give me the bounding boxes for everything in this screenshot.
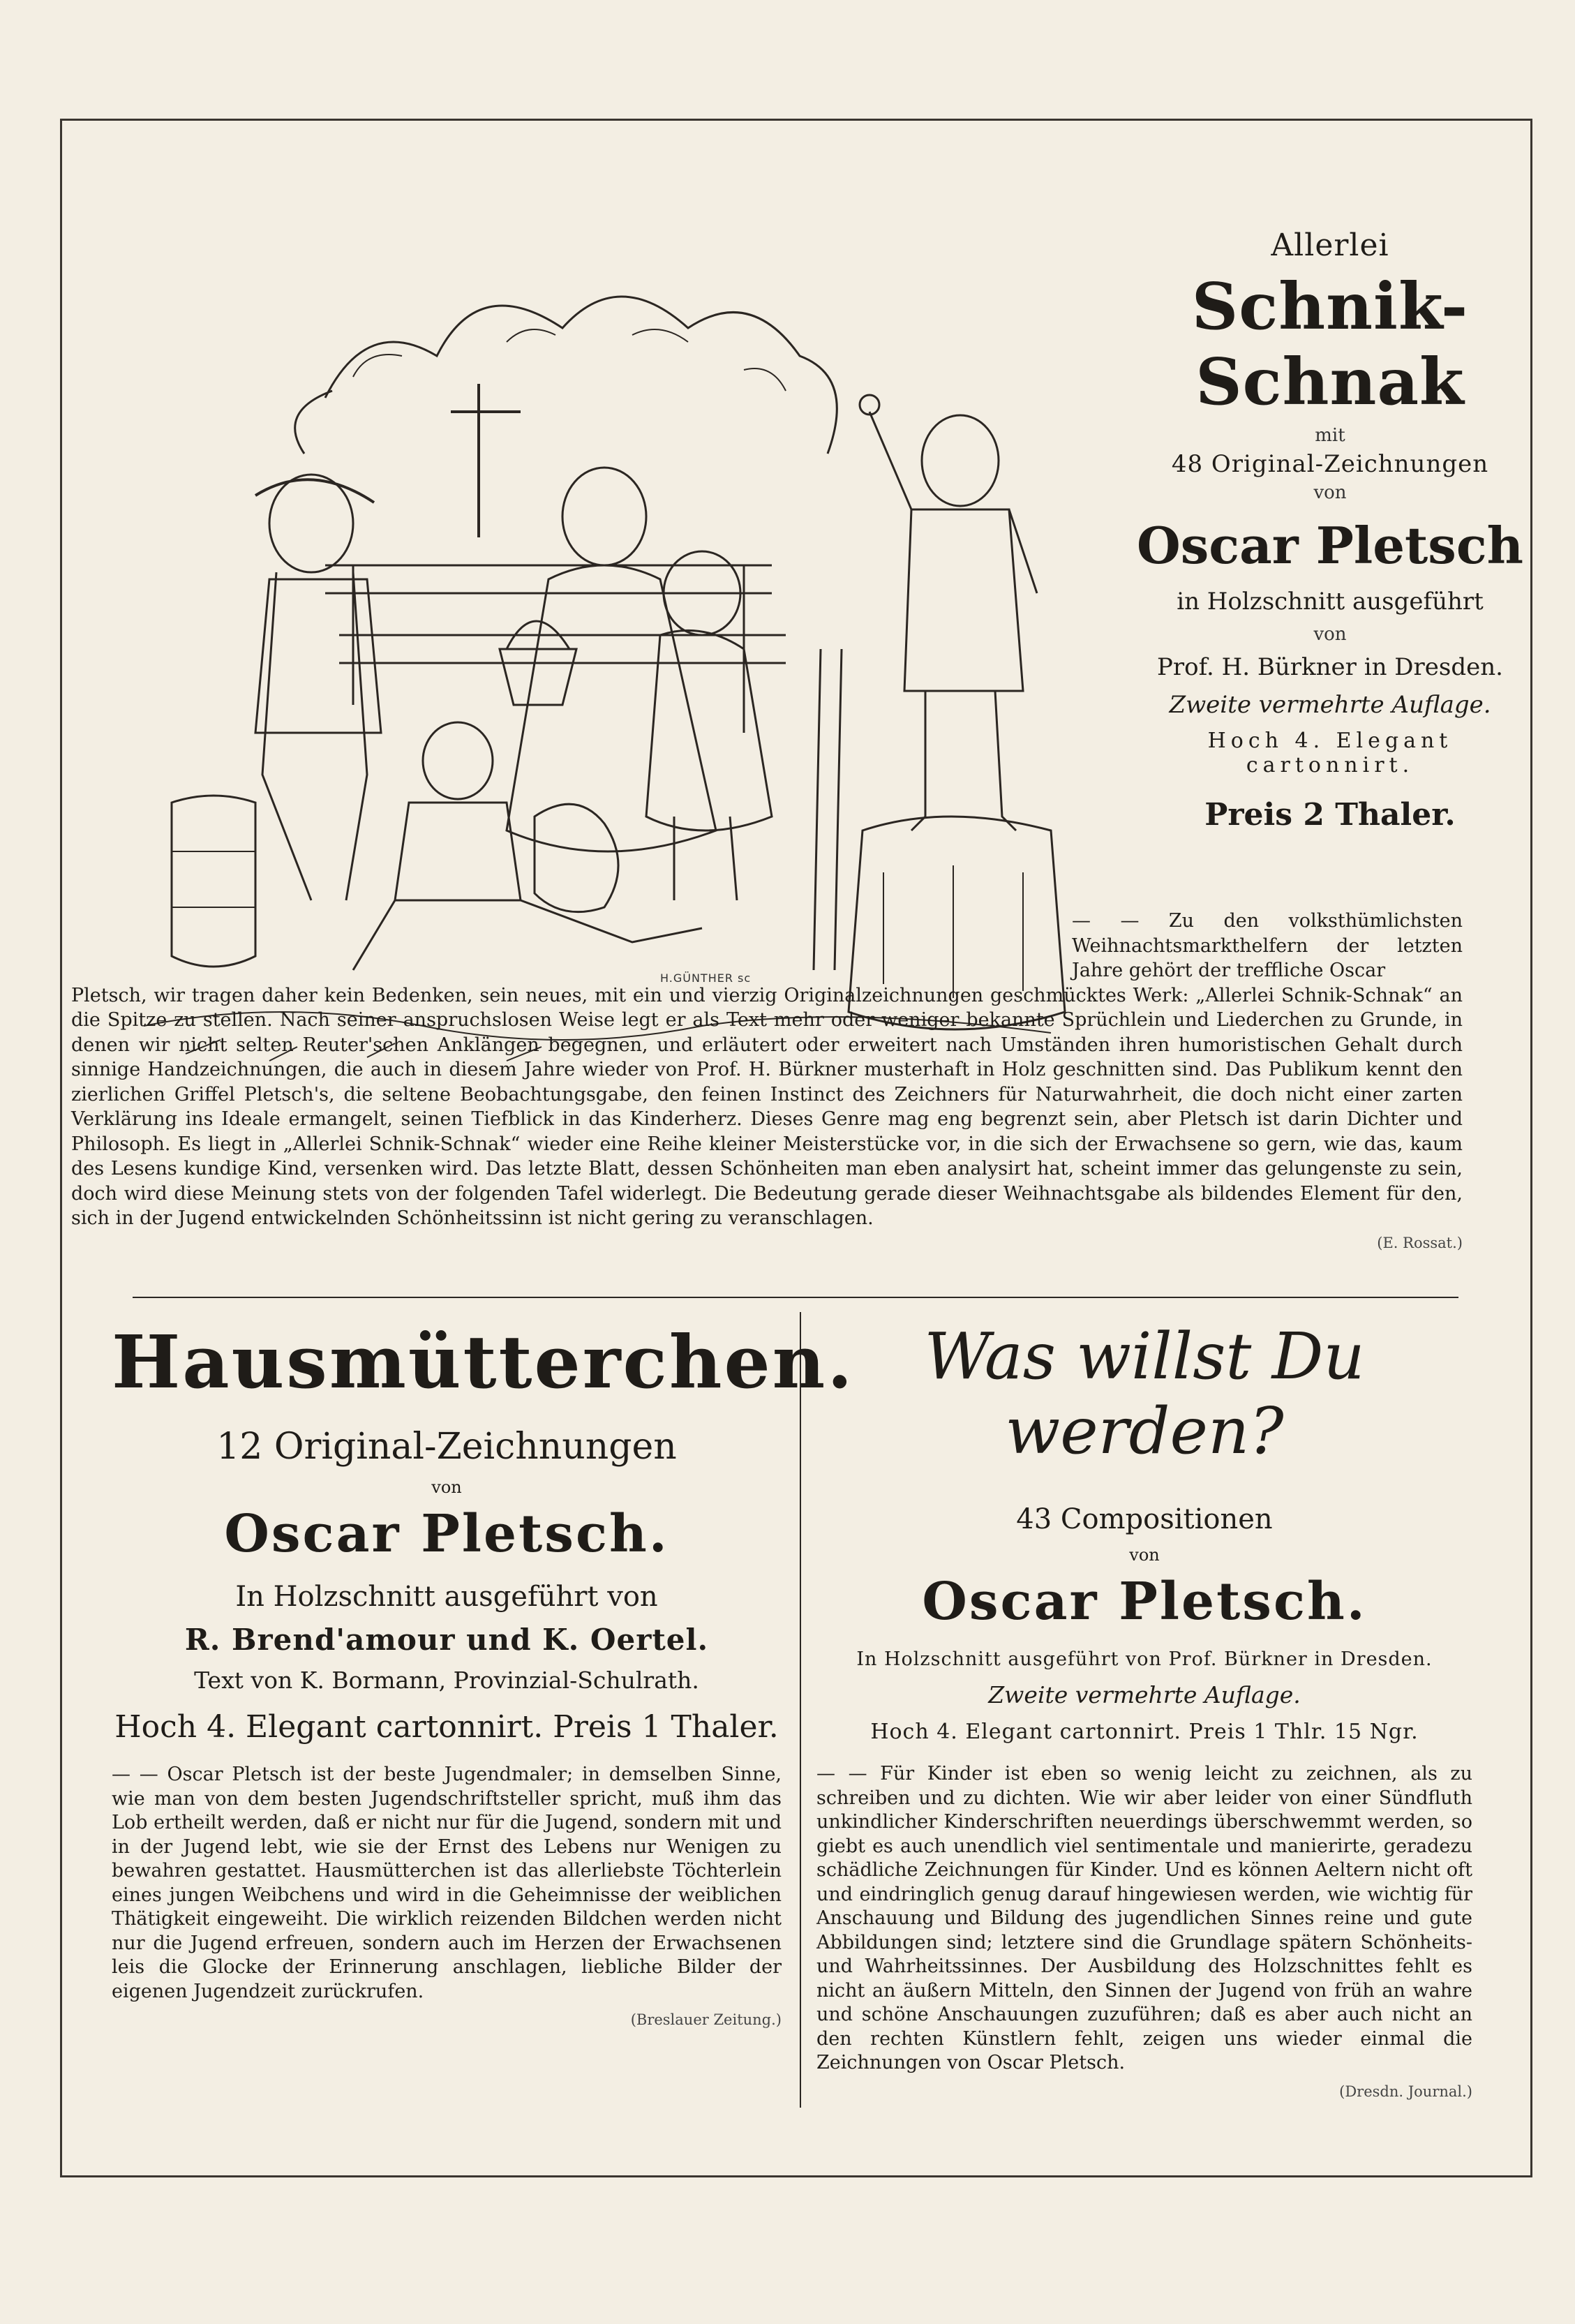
review-body: Pletsch, wir tragen daher kein Bedenken, sein neues, mit ein und vierzig Originalzeichnungen geschmücktes Werk: „Allerlei Schnik-Schnak“ an die Spitze zu stellen. Nach seiner anspruchslosen Weise legt er als Text mehr oder weniger bekannte Sprüchlein und Liederchen zu Grunde, in denen wir nicht selten Reuter'schen Anklängen begegnen, und erläutert oder erweitert nach Umständen ihren humoristischen Gehalt durch sinnige Handzeichnungen, die auch in diesem Jahre wieder von Prof. H. Bürkner musterhaft in Holz geschnitten sind. Das Publikum kennt den zierlichen Griffel Pletsch's, die seltene Beobachtungsgabe, den feinen Instinct des Zeichners für Naturwahrheit, die doch nicht einer zarten Verklärung ins Ideale ermangelt, seinen Tiefblick in das Kinderherz. Dieses Genre mag eng begrenzt sein, aber Pletsch ist darin Dichter und Philosoph. Es liegt in „Allerlei Schnik-Schnak“ wieder eine Reihe kleiner Meisterstücke vor, in die sich der Erwachsene so gern, wie das, kaum des Lesens kundige Kind, versenken wird. Das letzte Blatt, dessen Schönheiten man eben analysirt hat, scheint immer das gelungenste zu sein, doch wird diese Meinung stets von der folgenden Tafel widerlegt. Die Bedeutung gerade dieser Weihnachtsgabe als bildendes Element für den, sich in der Jugend entwickelnden Schönheitssinn ist nicht gering zu veranschlagen.	[71, 984, 1463, 1229]
engraver-line: Prof. H. Bürkner in Dresden.	[1157, 653, 1503, 681]
review-body: — — Für Kinder ist eben so wenig leicht zu zeichnen, als zu schreiben und zu dichten. Wie wir aber leider von einer Sündfluth unkindlicher Kinderschriften neuerdings überschwemmt werden, so giebt es auch unendlich viel sentimentale und manierirte, geradezu schädliche Zeichnungen für Kinder. Und es können Aeltern nicht oft und eindringlich genug darauf hingewiesen werden, wie wichtig für Anschauung und Bildung des jugendlichen Sinnes reine und gute Abbildungen sind; letztere sind die Grundlage spätern Schönheits- und Wahrheitssinnes. Der Ausbildung des Holzschnittes fehlt es nicht an äußern Mitteln, den Sinnen der Jugend von früh an wahre und schöne Anschauungen zuzuführen; daß es aber auch nicht an den rechten Künstlern fehlt, zeigen uns wieder einmal die Zeichnungen von Oscar Pletsch.	[816, 1763, 1472, 2073]
title-schnik-schnak: Schnik-Schnak	[1191, 269, 1469, 419]
hausmuetterchen-review	[112, 1763, 782, 2032]
was-willst-du-werden-review	[816, 1762, 1472, 2103]
price-line: Hoch 4. Elegant cartonnirt. Preis 1 Thlr. 15 Ngr.	[870, 1720, 1419, 1744]
compositions-count: 43 Compositionen	[1016, 1503, 1273, 1535]
von-text: von	[1313, 482, 1347, 503]
was-willst-du-werden-title: Was willst Du werden?	[924, 1319, 1365, 1468]
review-source: (Breslauer Zeitung.)	[630, 2011, 782, 2028]
format-line: Hoch 4. Elegant cartonnirt.	[1207, 729, 1453, 777]
author-name: Oscar Pletsch	[1136, 516, 1524, 575]
von-text: von	[431, 1477, 462, 1497]
drawings-count: 12 Original-Zeichnungen	[216, 1426, 677, 1468]
column-divider	[800, 1312, 801, 2108]
von-text-2: von	[1313, 624, 1347, 645]
author-name: Oscar Pletsch.	[224, 1504, 669, 1564]
price-line: Hoch 4. Elegant cartonnirt. Preis 1 Thaler.	[114, 1709, 779, 1745]
woodcut-line: In Holzschnitt ausgeführt von	[235, 1581, 658, 1613]
section-divider	[133, 1297, 1458, 1298]
review-lead: — — Zu den volksthümlichsten Weihnachtsmarkthelfern der letzten Jahre gehört der treffliche Oscar	[1072, 910, 1463, 981]
edition-line: Zweite vermehrte Auflage.	[988, 1681, 1301, 1708]
schnik-schnak-title-block	[1135, 223, 1525, 842]
mit-text: mit	[1315, 425, 1345, 446]
von-text: von	[1129, 1545, 1160, 1565]
woodcut-line: In Holzschnitt ausgeführt von Prof. Bürkner in Dresden.	[856, 1648, 1433, 1670]
was-willst-du-werden-advertisement	[816, 1319, 1472, 2103]
review-source: (Dresdn. Journal.)	[1339, 2083, 1472, 2100]
price-line: Preis 2 Thaler.	[1204, 797, 1456, 833]
illustration-credit: H.GÜNTHER sc	[660, 971, 752, 985]
drawings-count: 48 Original-Zeichnungen	[1171, 450, 1489, 478]
text-author-line: Text von K. Bormann, Provinzial-Schulrath.	[194, 1667, 699, 1694]
hausmuetterchen-advertisement	[112, 1319, 855, 2032]
title-line-allerlei: Allerlei	[1271, 228, 1389, 263]
schnik-schnak-review	[71, 910, 1463, 1256]
hausmuetterchen-title: Hausmütterchen.	[112, 1319, 855, 1405]
review-source: (E. Rossat.)	[1377, 1234, 1463, 1251]
edition-line: Zweite vermehrte Auflage.	[1169, 691, 1491, 719]
engravers-line: R. Brend'amour und K. Oertel.	[184, 1623, 709, 1657]
author-name: Oscar Pletsch.	[922, 1572, 1367, 1632]
review-body: — — Oscar Pletsch ist der beste Jugendmaler; in demselben Sinne, wie man von dem besten Jugendschriftsteller spricht, muß ihm das Lob ertheilt werden, daß er nicht nur für die Jugend, sondern mit und in der Jugend lebt, wie sie der Ernst des Lebens nur Wenigen zu bewahren gestattet. Hausmütterchen ist das allerliebste Töchterlein eines jungen Weibchens und wird in die Geheimnisse der weiblichen Thätigkeit eingeweiht. Die wirklich reizenden Bildchen werden nicht nur die Jugend erfreuen, sondern auch im Herzen der Erwachsenen leis die Glocke der Erinnerung anschlagen, liebliche Bilder der eigenen Jugendzeit zurückrufen.	[112, 1764, 782, 2002]
woodcut-line: in Holzschnitt ausgeführt	[1177, 588, 1484, 616]
